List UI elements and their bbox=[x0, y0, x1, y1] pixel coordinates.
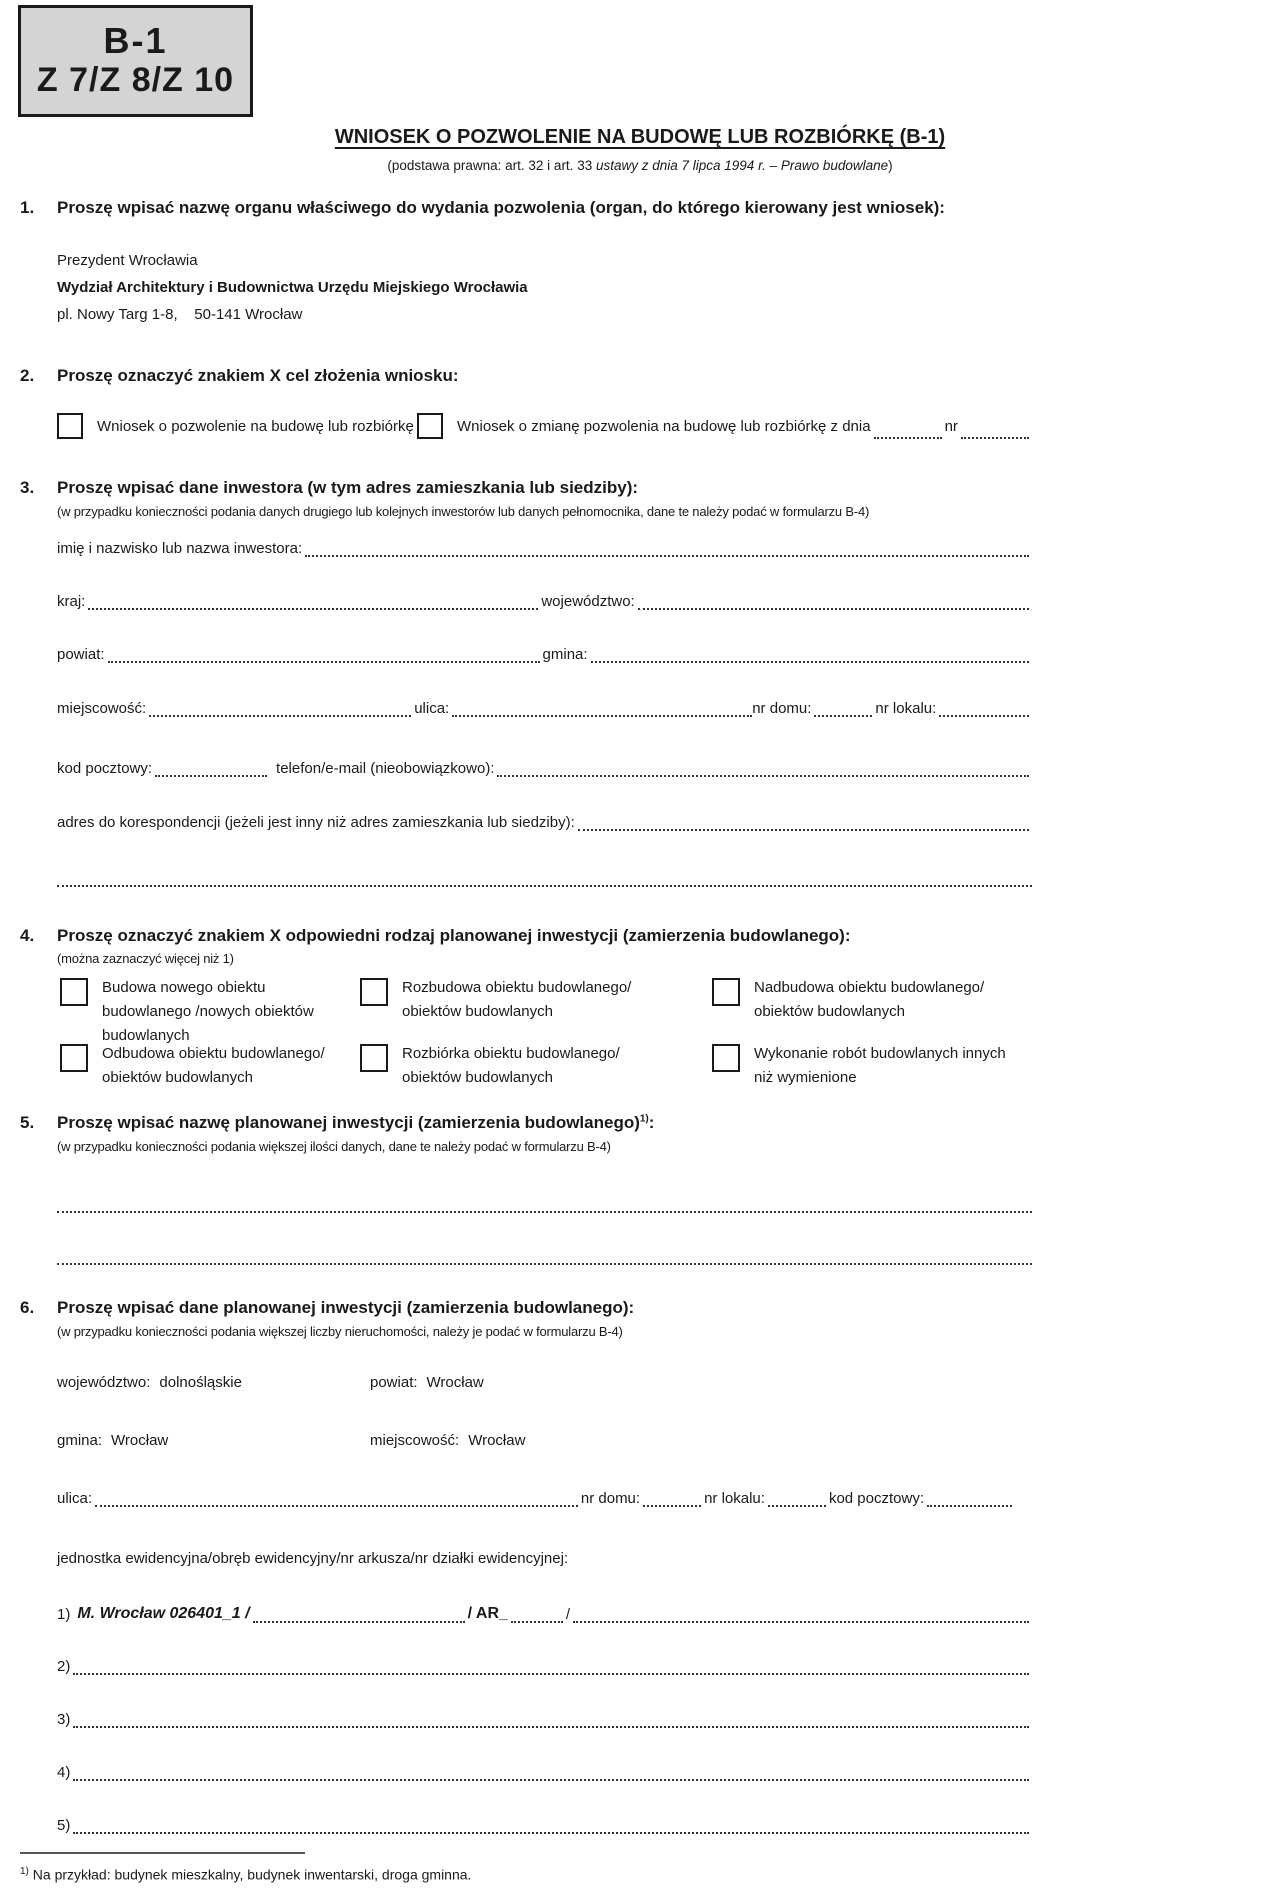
form-legal-basis bbox=[0, 158, 1280, 173]
investor-name-blank[interactable] bbox=[305, 540, 1029, 557]
investment-name-blank1[interactable] bbox=[57, 1196, 1032, 1213]
investor-mailing-row bbox=[57, 814, 1032, 831]
site-voivodeship-label: województwo: bbox=[57, 1374, 151, 1391]
option-nadbudowa-label: Nadbudowa obiektu budowlanego/ obiektów budowlanych bbox=[754, 979, 985, 1020]
option-rozbiorka-label: Rozbiórka obiektu budowlanego/ obiektów budowlanych bbox=[402, 1045, 620, 1086]
investor-postal-code-blank[interactable] bbox=[155, 760, 267, 777]
investor-town-row bbox=[57, 700, 1032, 717]
section3-number: 3. bbox=[20, 478, 35, 497]
section5-heading-row bbox=[20, 1113, 1260, 1133]
checkbox-change-permit[interactable] bbox=[417, 413, 443, 439]
site-voivodeship-field bbox=[57, 1374, 242, 1391]
option-wykonanie-robot bbox=[712, 1042, 1019, 1090]
site-apt-no-blank[interactable] bbox=[768, 1490, 826, 1507]
site-street-label: ulica: bbox=[57, 1490, 93, 1507]
section2-option-new-permit bbox=[57, 413, 414, 439]
footnote-marker: 1) bbox=[20, 1866, 29, 1877]
investor-phone-email-blank[interactable] bbox=[497, 760, 1029, 777]
site-postal-code-blank[interactable] bbox=[927, 1490, 1012, 1507]
section4-note: (można zaznaczyć więcej niż 1) bbox=[57, 951, 234, 966]
section2-heading: Proszę oznaczyć znakiem X cel złożenia wniosku: bbox=[57, 366, 459, 385]
section3-heading-row bbox=[20, 478, 1260, 498]
footnote bbox=[20, 1866, 471, 1883]
parcel-row1-dzialka-blank[interactable] bbox=[573, 1606, 1029, 1623]
investor-town-blank[interactable] bbox=[149, 700, 411, 717]
checkbox-rozbiorka[interactable] bbox=[360, 1044, 388, 1072]
investor-street-blank[interactable] bbox=[452, 700, 752, 717]
section4-heading: Proszę oznaczyć znakiem X odpowiedni rodzaj planowanej inwestycji (zamierzenia budowlanego): bbox=[57, 926, 851, 945]
option-odbudowa bbox=[60, 1042, 352, 1090]
site-street-row bbox=[57, 1490, 1015, 1507]
checkbox-wykonanie-robot[interactable] bbox=[712, 1044, 740, 1072]
section2-number: 2. bbox=[20, 366, 35, 385]
section2-option-change-permit bbox=[417, 413, 1032, 439]
site-county-value: Wrocław bbox=[426, 1374, 484, 1391]
investor-postal-row bbox=[57, 760, 1032, 777]
option-wykonanie-robot-label: Wykonanie robót budowlanych innych niż wymienione bbox=[754, 1045, 1006, 1086]
section5-heading-text: Proszę wpisać nazwę planowanej inwestycji (zamierzenia budowlanego) bbox=[57, 1113, 640, 1132]
option-nadbudowa bbox=[712, 976, 1009, 1024]
parcel-row1-prefix: 1) bbox=[57, 1606, 71, 1623]
footnote-separator bbox=[20, 1852, 305, 1854]
parcel-row-5 bbox=[57, 1817, 1032, 1834]
investor-street-label: ulica: bbox=[414, 700, 450, 717]
parcel-row-1 bbox=[57, 1605, 1032, 1623]
investor-name-row bbox=[57, 540, 1032, 557]
parcel-row1-value: M. Wrocław 026401_1 / bbox=[77, 1605, 250, 1622]
investor-county-label: powiat: bbox=[57, 646, 105, 663]
investor-voivodeship-blank[interactable] bbox=[638, 593, 1029, 610]
section1-heading-row bbox=[20, 198, 1260, 218]
investor-name-label: imię i nazwisko lub nazwa inwestora: bbox=[57, 540, 303, 557]
parcel-row3-prefix: 3) bbox=[57, 1711, 71, 1728]
parcel-row1-slash: / bbox=[565, 1606, 571, 1623]
investor-mailing-label: adres do korespondencji (jeżeli jest inny niż adres zamieszkania lub siedziby): bbox=[57, 814, 575, 831]
checkbox-odbudowa[interactable] bbox=[60, 1044, 88, 1072]
parcel-row5-blank[interactable] bbox=[73, 1817, 1029, 1834]
form-code-line2: Z 7/Z 8/Z 10 bbox=[36, 61, 235, 100]
checkbox-nadbudowa[interactable] bbox=[712, 978, 740, 1006]
site-town-label: miejscowość: bbox=[370, 1432, 460, 1449]
investor-postal-code-label: kod pocztowy: bbox=[57, 760, 153, 777]
change-permit-nr-blank[interactable] bbox=[961, 422, 1029, 439]
option-budowa-nowego-label: Budowa nowego obiektu budowlanego /nowych obiektów budowlanych bbox=[102, 979, 314, 1044]
investor-house-no-label: nr domu: bbox=[752, 700, 812, 717]
section3-note: (w przypadku konieczności podania danych drugiego lub kolejnych inwestorów lub danych pełnomocnika, dane te należy podać w formularzu B-4) bbox=[57, 504, 870, 519]
site-commune-label: gmina: bbox=[57, 1432, 103, 1449]
section6-heading-row bbox=[20, 1298, 1260, 1318]
section5-note: (w przypadku konieczności podania większej ilości danych, dane te należy podać w formularzu B-4) bbox=[57, 1139, 611, 1154]
section6-number: 6. bbox=[20, 1298, 35, 1317]
parcel-heading: jednostka ewidencyjna/obręb ewidencyjny/nr arkusza/nr działki ewidencyjnej: bbox=[57, 1550, 569, 1567]
site-house-no-blank[interactable] bbox=[643, 1490, 701, 1507]
option-budowa-nowego bbox=[60, 976, 352, 1048]
parcel-row4-blank[interactable] bbox=[73, 1764, 1029, 1781]
option-rozbiorka bbox=[360, 1042, 652, 1090]
parcel-row1-arkusz-blank[interactable] bbox=[511, 1606, 563, 1623]
investment-name-blank2[interactable] bbox=[57, 1248, 1032, 1265]
parcel-row-2 bbox=[57, 1658, 1032, 1675]
legal-basis-prefix: (podstawa prawna: art. 32 i art. 33 bbox=[387, 158, 596, 173]
investor-country-label: kraj: bbox=[57, 593, 86, 610]
option-new-permit-label: Wniosek o pozwolenie na budowę lub rozbiórkę bbox=[97, 417, 414, 435]
section5-heading bbox=[57, 1113, 654, 1133]
change-permit-nr-label: nr bbox=[944, 417, 958, 435]
authority-department: Wydział Architektury i Budownictwa Urzędu Miejskiego Wrocławia bbox=[57, 279, 528, 296]
investor-commune-label: gmina: bbox=[542, 646, 588, 663]
option-rozbudowa bbox=[360, 976, 652, 1024]
site-town-field bbox=[370, 1432, 525, 1449]
section1-number: 1. bbox=[20, 198, 35, 217]
parcel-row5-prefix: 5) bbox=[57, 1817, 71, 1834]
section5-heading-footref: 1) bbox=[639, 1113, 649, 1125]
investment-name-row2 bbox=[57, 1248, 1032, 1265]
change-permit-date-blank[interactable] bbox=[874, 422, 942, 439]
investment-name-row1 bbox=[57, 1196, 1032, 1213]
parcel-row1-ar-label: / AR_ bbox=[467, 1605, 508, 1622]
form-title: WNIOSEK O POZWOLENIE NA BUDOWĘ LUB ROZBIÓRKĘ (B-1) bbox=[334, 126, 946, 148]
checkbox-budowa-nowego[interactable] bbox=[60, 978, 88, 1006]
section5-heading-colon: : bbox=[648, 1113, 655, 1132]
option-change-permit-label: Wniosek o zmianę pozwolenia na budowę lub rozbiórkę z dnia bbox=[457, 417, 871, 435]
section5-number: 5. bbox=[20, 1113, 35, 1132]
investor-apt-no-label: nr lokalu: bbox=[875, 700, 937, 717]
form-code-box bbox=[18, 5, 253, 117]
legal-basis-act: ustawy z dnia 7 lipca 1994 r. – Prawo budowlane bbox=[595, 158, 889, 173]
section6-heading: Proszę wpisać dane planowanej inwestycji (zamierzenia budowlanego): bbox=[57, 1298, 635, 1317]
investor-mailing-row2 bbox=[57, 870, 1032, 887]
section6-note: (w przypadku konieczności podania większej liczby nieruchomości, należy je podać w formularzu B-4) bbox=[57, 1324, 623, 1339]
checkbox-rozbudowa[interactable] bbox=[360, 978, 388, 1006]
section2-heading-row bbox=[20, 366, 1260, 386]
site-street-blank[interactable] bbox=[95, 1490, 578, 1507]
investor-mailing-blank[interactable] bbox=[578, 814, 1029, 831]
site-county-label: powiat: bbox=[370, 1374, 418, 1391]
site-commune-value: Wrocław bbox=[111, 1432, 169, 1449]
option-odbudowa-label: Odbudowa obiektu budowlanego/ obiektów budowlanych bbox=[102, 1045, 325, 1086]
authority-name: Prezydent Wrocławia bbox=[57, 252, 198, 269]
site-commune-field bbox=[57, 1432, 168, 1449]
legal-basis-suffix: ) bbox=[888, 158, 893, 173]
investor-mailing-blank2[interactable] bbox=[57, 870, 1032, 887]
parcel-row2-prefix: 2) bbox=[57, 1658, 71, 1675]
parcel-row-3 bbox=[57, 1711, 1032, 1728]
form-code-line1: B-1 bbox=[103, 19, 168, 61]
authority-address bbox=[57, 247, 528, 328]
section1-heading: Proszę wpisać nazwę organu właściwego do wydania pozwolenia (organ, do którego kierowany jest wniosek): bbox=[57, 198, 945, 217]
investor-phone-email-label: telefon/e-mail (nieobowiązkowo): bbox=[276, 760, 495, 777]
parcel-row-4 bbox=[57, 1764, 1032, 1781]
option-rozbudowa-label: Rozbudowa obiektu budowlanego/ obiektów budowlanych bbox=[402, 979, 632, 1020]
investor-country-row bbox=[57, 593, 1032, 610]
footnote-text: Na przykład: budynek mieszkalny, budynek inwentarski, droga gminna. bbox=[28, 1866, 472, 1883]
investor-voivodeship-label: województwo: bbox=[541, 593, 635, 610]
authority-street: pl. Nowy Targ 1-8, 50-141 Wrocław bbox=[57, 306, 303, 323]
section4-number: 4. bbox=[20, 926, 35, 945]
investor-house-no-blank[interactable] bbox=[814, 700, 872, 717]
site-county-field bbox=[370, 1374, 484, 1391]
site-voivodeship-value: dolnośląskie bbox=[159, 1374, 242, 1391]
parcel-row4-prefix: 4) bbox=[57, 1764, 71, 1781]
site-house-no-label: nr domu: bbox=[580, 1490, 641, 1507]
checkbox-new-permit[interactable] bbox=[57, 413, 83, 439]
parcel-row1-obreb-blank[interactable] bbox=[253, 1606, 465, 1623]
investor-commune-blank[interactable] bbox=[591, 646, 1029, 663]
investor-town-label: miejscowość: bbox=[57, 700, 147, 717]
investor-county-row bbox=[57, 646, 1032, 663]
investor-country-blank[interactable] bbox=[88, 593, 538, 610]
investor-county-blank[interactable] bbox=[108, 646, 540, 663]
section3-heading: Proszę wpisać dane inwestora (w tym adres zamieszkania lub siedziby): bbox=[57, 478, 639, 497]
parcel-row2-blank[interactable] bbox=[73, 1658, 1029, 1675]
site-postal-code-label: kod pocztowy: bbox=[828, 1490, 924, 1507]
parcel-row3-blank[interactable] bbox=[73, 1711, 1029, 1728]
section4-heading-row bbox=[20, 926, 1260, 946]
investor-apt-no-blank[interactable] bbox=[939, 700, 1029, 717]
site-town-value: Wrocław bbox=[468, 1432, 526, 1449]
site-apt-no-label: nr lokalu: bbox=[704, 1490, 765, 1507]
